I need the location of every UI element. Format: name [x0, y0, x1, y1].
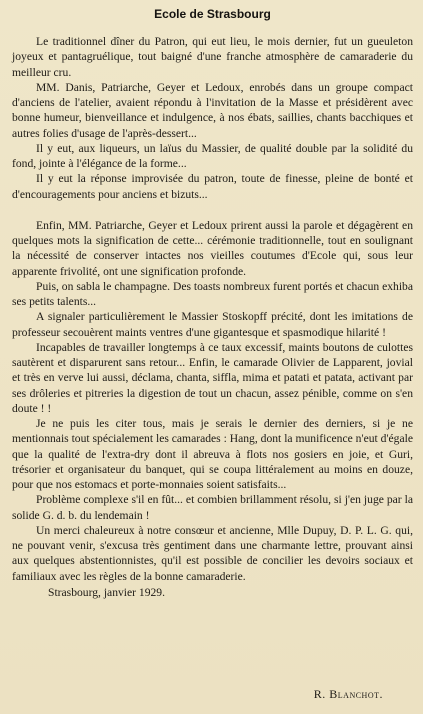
signature-text: R. Blanchot. [313, 686, 383, 701]
paragraph-5: Enfin, MM. Patriarche, Geyer et Ledoux prirent aussi la parole et dégagèrent en quelques mots la signification de cette... cérémonie traditionnelle, tout en soulignant la nécessité de conserver intactes nos vieilles coutumes d'Ecole qui, sous leur apparente frivolité, ont une signification profonde. [12, 218, 413, 278]
paragraph-4: Il y eut la réponse improvisée du patron, toute de finesse, pleine de bonté et d'encouragements pour anciens et bizuts... [12, 172, 413, 201]
paragraph-11: Un merci chaleureux à notre consœur et ancienne, Mlle Dupuy, D. P. L. G. qui, ne pouvant venir, s'excusa très gentiment dans une charmante lettre, prouvant ainsi aux quelques abstentionnistes, qu'il est possible de concilier les devoirs sociaux et familiaux avec les règles de la bonne camaraderie. [12, 523, 413, 583]
paragraph-9: Je ne puis les citer tous, mais je serais le dernier des derniers, si je ne mentionnais tout spécialement les camarades : Hang, dont la munificence n'eut d'égale que la qualité de l'extra-dry dont il abreuva à flots nos gosiers en joie, et Guri, trésorier et organisateur du banquet, qui se coupa littéralement au moins en douze, pour que nos estomacs et porte-monnaies soient satisfaits... [12, 417, 413, 491]
article-section-2 [12, 218, 413, 600]
page-title: Ecole de Strasbourg [154, 7, 271, 21]
author-signature [314, 687, 383, 702]
paragraph-2: MM. Danis, Patriarche, Geyer et Ledoux, enrobés dans un groupe compact d'anciens de l'atelier, avaient répondu à l'invitation de la Masse et présidèrent avec bonne humeur, bienveillance et indulgence, à nos ébats, saillies, chants bacchiques et autres folies d'usage de l'après-dessert... [12, 80, 413, 140]
section-divider [12, 202, 413, 218]
paragraph-6: Puis, on sabla le champagne. Des toasts nombreux furent portés et chacun exhiba ses petits talents... [12, 279, 413, 308]
paragraph-10: Problème complexe s'il en fût... et combien brillamment résolu, si j'en juge par la solide G. d. b. du lendemain ! [12, 493, 413, 522]
paragraph-1: Le traditionnel dîner du Patron, qui eut lieu, le mois dernier, fut un gueuleton joyeux et pantagruélique, tout baigné d'une franche atmosphère de camaraderie du meilleur cru. [12, 35, 413, 79]
paragraph-7: A signaler particulièrement le Massier Stoskopff précité, dont les imitations de professeur secouèrent maints ventres d'une gigantesque et spasmodique hilarité ! [12, 310, 413, 339]
paragraph-8: Incapables de travailler longtemps à ce taux excessif, maints boutons de culottes sautèrent et disparurent sans retour... Enfin, le camarade Olivier de Lapparent, jovial et très en verve lui aussi, déclama, chanta, siffla, mima et patati et patata, activant par ses drôleries et pitreries la digestion de tout un chacun, assez pénible, comme on s'en doute ! ! [12, 340, 413, 415]
article-section-1 [12, 34, 413, 202]
dateline: Strasbourg, janvier 1929. [48, 585, 165, 599]
paragraph-3: Il y eut, aux liqueurs, un laïus du Massier, de qualité double par la solidité du fond, jointe à l'élégance de la forme... [12, 141, 413, 170]
